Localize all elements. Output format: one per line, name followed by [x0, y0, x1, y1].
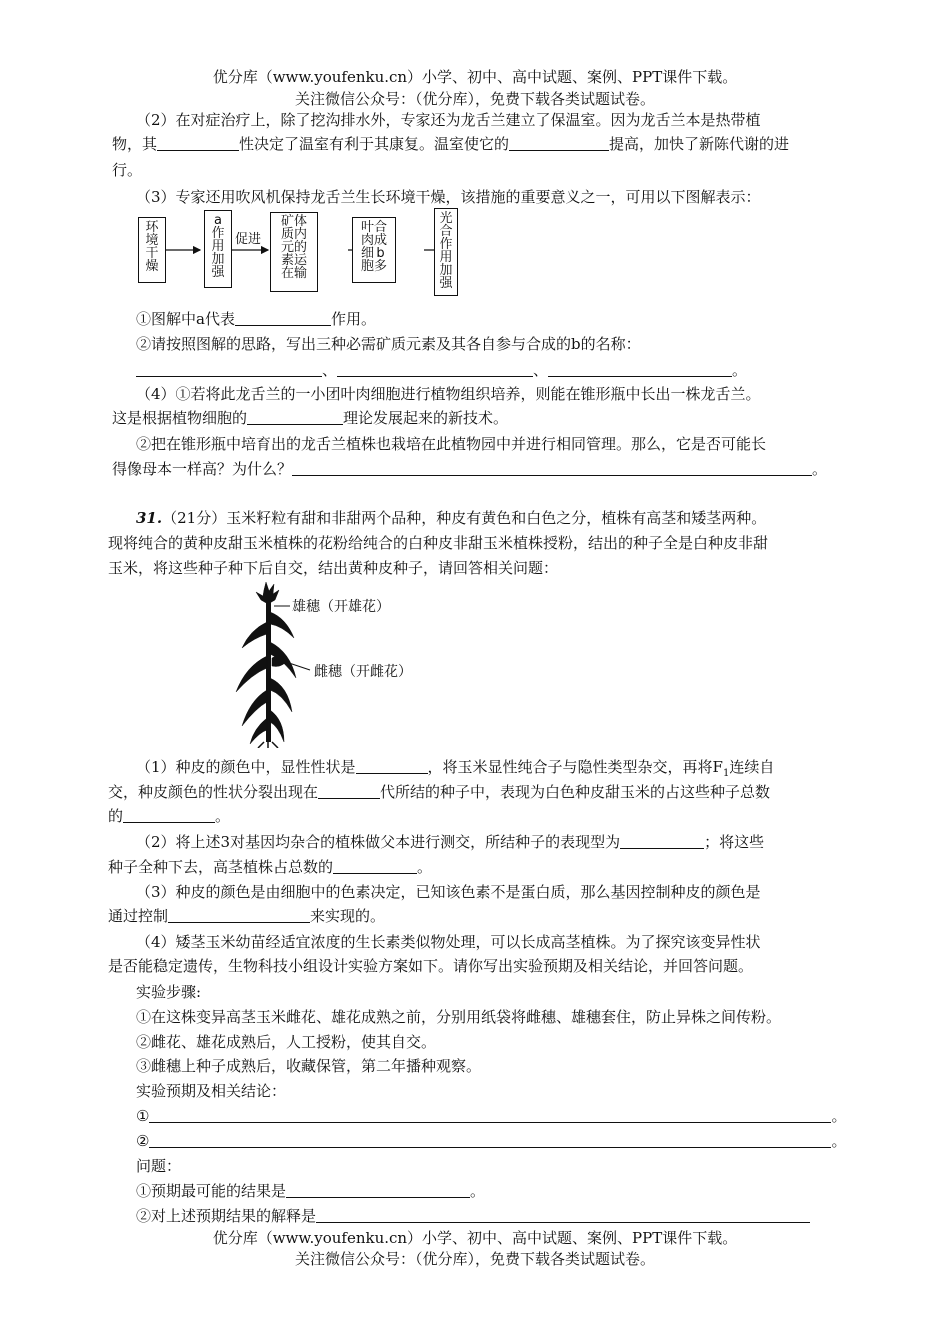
q30-p4-line4: 得像母本一样高？为什么？ 。 — [112, 460, 828, 478]
q30-p4-line2: 这是根据植物细胞的 理论发展起来的新技术。 — [112, 409, 509, 427]
answer-blank[interactable] — [333, 857, 417, 874]
answer-blank[interactable] — [337, 360, 533, 377]
answer-blank[interactable] — [292, 459, 812, 476]
q30-p2-line2: 物，其 性决定了温室有利于其康复。温室使它的 提高，加快了新陈代谢的进 — [112, 135, 790, 153]
answer-blank[interactable] — [168, 906, 310, 923]
diagram-box-mesophyll: 叶肉细胞合成b多 — [352, 217, 396, 283]
label-female-ear: 雌穗（开雌花） — [314, 664, 412, 680]
q30-sub2: ②请按照图解的思路，写出三种必需矿质元素及其各自参与合成的b的名称： — [136, 335, 641, 353]
q30-sub1: ①图解中a代表 作用。 — [136, 310, 376, 328]
step-2: ②雌花、雄花成熟后，人工授粉，使其自交。 — [136, 1033, 437, 1051]
answer-blank[interactable] — [356, 757, 428, 774]
q31-q3-line1: （3）种皮的颜色是由细胞中的色素决定，已知该色素不是蛋白质，那么基因控制种皮的颜色是 — [136, 883, 761, 901]
flow-diagram — [138, 208, 468, 300]
q31-q3-line2: 通过控制 来实现的。 — [108, 907, 386, 925]
answer-blank[interactable] — [316, 1206, 810, 1223]
answer-blank[interactable] — [620, 832, 704, 849]
expectation-title: 实验预期及相关结论： — [136, 1082, 287, 1100]
header-line-1: 优分库（www.youfenku.cn）小学、初中、高中试题、案例、PPT课件下载。 — [212, 68, 738, 86]
diagram-box-environment-dry: 环境干燥 — [138, 217, 166, 283]
q30-p2-line3: 行。 — [112, 161, 143, 179]
diagram-arrow-label: 促进 — [235, 232, 262, 247]
issue-title: 问题： — [136, 1157, 182, 1175]
answer-blank[interactable] — [149, 1131, 831, 1148]
header-line-2: 关注微信公众号：（优分库），免费下载各类试题试卷。 — [294, 90, 655, 108]
answer-blank[interactable] — [509, 134, 609, 151]
question-number: 31. — [136, 509, 163, 527]
q30-p4-line1: （4）①若将此龙舌兰的一小团叶肉细胞进行植物组织培养，则能在锥形瓶中长出一株龙舌兰。 — [136, 385, 761, 403]
answer-blank[interactable] — [548, 360, 732, 377]
answer-blank[interactable] — [235, 309, 331, 326]
q31-q4-line1: （4）矮茎玉米幼苗经适宜浓度的生长素类似物处理，可以长成高茎植株。为了探究该变异性状 — [136, 933, 761, 951]
q31-intro-line3: 玉米，将这些种子种下后自交，结出黄种皮种子，请回答相关问题： — [108, 559, 559, 577]
diagram-box-photosynthesis: 光合作用加强 — [434, 208, 458, 296]
answer-blank[interactable] — [149, 1106, 831, 1123]
answer-blank[interactable] — [157, 134, 239, 151]
q31-q1-line1: （1）种皮的颜色中，显性性状是 ，将玉米显性纯合子与隐性类型杂交，再将$F_1$连续自 — [136, 758, 775, 779]
q31-q1-line2: 交，种皮颜色的性状分裂出现在 代所结的种子中，表现为白色种皮甜玉米的占这些种子总数 — [108, 783, 771, 801]
q30-p4-line3: ②把在锥形瓶中培育出的龙舌兰植株也栽培在此植物园中并进行相同管理。那么，它是否可能长 — [136, 435, 767, 453]
answer-blank[interactable] — [136, 360, 322, 377]
issue-2: ②对上述预期结果的解释是 — [136, 1203, 810, 1229]
q30-p3-line: （3）专家还用吹风机保持龙舌兰生长环境干燥，该措施的重要意义之一，可用以下图解表示： — [136, 188, 761, 206]
answer-blank[interactable] — [286, 1181, 470, 1198]
q31-q1-line3: 的 。 — [108, 807, 231, 825]
footer-line-2: 关注微信公众号：（优分库），免费下载各类试题试卷。 — [294, 1250, 655, 1268]
q30-sub2-blanks: 、 、 。 — [136, 357, 747, 383]
expectation-1: ① 。 — [136, 1107, 847, 1125]
footer-line-1: 优分库（www.youfenku.cn）小学、初中、高中试题、案例、PPT课件下载。 — [212, 1229, 738, 1247]
q31-q4-line2: 是否能稳定遗传，生物科技小组设计实验方案如下。请你写出实验预期及相关结论，并回答问题。 — [108, 957, 754, 975]
q31-intro-line2: 现将纯合的黄种皮甜玉米植株的花粉给纯合的白种皮非甜玉米植株授粉，结出的种子全是白种皮非甜 — [108, 534, 769, 552]
q31-q2-line1: （2）将上述3对基因均杂合的植株做父本进行测交，所结种子的表现型为 ；将这些 — [136, 833, 765, 851]
step-1: ①在这株变异高茎玉米雌花、雄花成熟之前，分别用纸袋将雌穗、雄穗套住，防止异株之间传粉。 — [136, 1008, 782, 1026]
q31-q2-line2: 种子全种下去，高茎植株占总数的 。 — [108, 858, 433, 876]
diagram-box-a-action: a作用加强 — [204, 210, 232, 288]
expectation-2: ② 。 — [136, 1132, 847, 1150]
steps-title: 实验步骤: — [136, 983, 202, 1001]
answer-blank[interactable] — [123, 806, 215, 823]
label-male-tassel: 雄穗（开雄花） — [292, 599, 390, 615]
step-3: ③雌穗上种子成熟后，收藏保管，第二年播种观察。 — [136, 1057, 482, 1075]
answer-blank[interactable] — [247, 408, 343, 425]
q31-intro-line1: 31.（21分）玉米籽粒有甜和非甜两个品种，种皮有黄色和白色之分，植株有高茎和矮茎两种。 — [136, 509, 767, 527]
issue-1: ①预期最可能的结果是 。 — [136, 1182, 486, 1200]
q30-p2-line1: （2）在对症治疗上，除了挖沟排水外，专家还为龙舌兰建立了保温室。因为龙舌兰本是热带植 — [136, 111, 761, 129]
diagram-box-mineral-transport: 矿质元素在体内的运输 — [270, 212, 318, 292]
answer-blank[interactable] — [318, 782, 380, 799]
